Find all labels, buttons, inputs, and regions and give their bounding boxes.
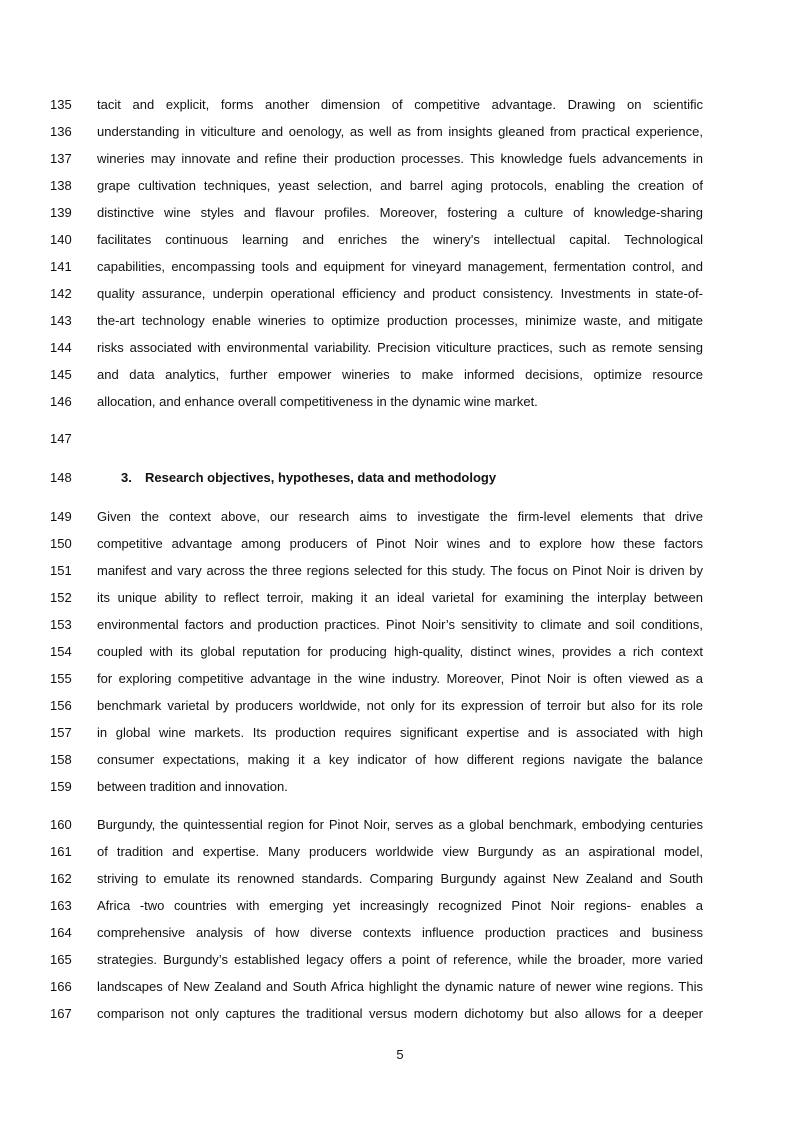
line-number: 157 (50, 725, 72, 740)
line-text: grape cultivation techniques, yeast selection, and barrel aging protocols, enabling the creation of (97, 178, 703, 193)
text-line (0, 199, 800, 226)
line-number: 165 (50, 952, 72, 967)
line-text: comprehensive analysis of how diverse contexts influence production practices and business (97, 925, 703, 940)
line-text: wineries may innovate and refine their production processes. This knowledge fuels advancements in (97, 151, 703, 166)
line-text: environmental factors and production practices. Pinot Noir’s sensitivity to climate and soil conditions, (97, 617, 703, 632)
line-text: facilitates continuous learning and enriches the winery's intellectual capital. Technological (97, 232, 703, 247)
line-text: between tradition and innovation. (97, 779, 288, 794)
line-text: capabilities, encompassing tools and equipment for vineyard management, fermentation control, and (97, 259, 703, 274)
line-text: Africa -two countries with emerging yet increasingly recognized Pinot Noir regions- enables a (97, 898, 703, 913)
line-number: 160 (50, 817, 72, 832)
text-line (0, 638, 800, 665)
line-number: 148 (50, 470, 72, 485)
text-line (0, 388, 800, 415)
text-line (0, 746, 800, 773)
line-number: 163 (50, 898, 72, 913)
line-number: 135 (50, 97, 72, 112)
line-number: 166 (50, 979, 72, 994)
text-line (0, 280, 800, 307)
text-line (0, 361, 800, 388)
section-title: Research objectives, hypotheses, data and methodology (145, 470, 497, 485)
text-line (0, 334, 800, 361)
line-text: striving to emulate its renowned standards. Comparing Burgundy against New Zealand and South (97, 871, 703, 886)
line-text: comparison not only captures the traditional versus modern dichotomy but also allows for a deeper (97, 1006, 703, 1021)
line-number: 143 (50, 313, 72, 328)
blank-line (0, 425, 800, 452)
line-number: 150 (50, 536, 72, 551)
text-line (0, 865, 800, 892)
text-line (0, 307, 800, 334)
line-number: 140 (50, 232, 72, 247)
line-number: 155 (50, 671, 72, 686)
line-text: landscapes of New Zealand and South Africa highlight the dynamic nature of newer wine regions. This (97, 979, 703, 994)
line-number: 136 (50, 124, 72, 139)
line-text: the-art technology enable wineries to optimize production processes, minimize waste, and mitigate (97, 313, 703, 328)
text-line (0, 91, 800, 118)
section-heading-line (0, 464, 800, 491)
text-line (0, 892, 800, 919)
line-text: risks associated with environmental variability. Precision viticulture practices, such as remote sensing (97, 340, 703, 355)
section-number: 3. (121, 470, 132, 485)
line-number: 147 (50, 431, 72, 446)
line-text: in global wine markets. Its production requires significant expertise and is associated with high (97, 725, 703, 740)
line-number: 153 (50, 617, 72, 632)
line-number: 137 (50, 151, 72, 166)
text-line (0, 145, 800, 172)
text-line (0, 611, 800, 638)
text-line (0, 773, 800, 800)
text-line (0, 838, 800, 865)
line-text: understanding in viticulture and oenology, as well as from insights gleaned from practical experience, (97, 124, 703, 139)
line-number: 156 (50, 698, 72, 713)
text-line (0, 719, 800, 746)
line-text: coupled with its global reputation for producing high-quality, distinct wines, provides a rich context (97, 644, 703, 659)
text-line (0, 226, 800, 253)
line-number: 139 (50, 205, 72, 220)
line-number: 159 (50, 779, 72, 794)
text-line (0, 1000, 800, 1027)
line-number: 145 (50, 367, 72, 382)
section-heading (121, 464, 496, 491)
line-text: its unique ability to reflect terroir, making it an ideal varietal for examining the interplay between (97, 590, 703, 605)
line-number: 158 (50, 752, 72, 767)
line-number: 162 (50, 871, 72, 886)
line-text: consumer expectations, making it a key indicator of how different regions navigate the balance (97, 752, 703, 767)
line-text: Given the context above, our research aims to investigate the firm-level elements that drive (97, 509, 703, 524)
line-text: competitive advantage among producers of Pinot Noir wines and to explore how these factors (97, 536, 703, 551)
line-text: and data analytics, further empower wineries to make informed decisions, optimize resource (97, 367, 703, 382)
text-line (0, 557, 800, 584)
line-number: 152 (50, 590, 72, 605)
text-line (0, 692, 800, 719)
line-number: 144 (50, 340, 72, 355)
text-line (0, 172, 800, 199)
line-text: tacit and explicit, forms another dimension of competitive advantage. Drawing on scientific (97, 97, 703, 112)
line-text: manifest and vary across the three regions selected for this study. The focus on Pinot Noir is driven by (97, 563, 703, 578)
line-number: 154 (50, 644, 72, 659)
page-number: 5 (396, 1047, 404, 1062)
line-number: 149 (50, 509, 72, 524)
line-number: 141 (50, 259, 72, 274)
text-line (0, 946, 800, 973)
text-line (0, 973, 800, 1000)
text-line (0, 665, 800, 692)
line-text: quality assurance, underpin operational efficiency and product consistency. Investments in state-of- (97, 286, 703, 301)
line-text: strategies. Burgundy’s established legacy offers a point of reference, while the broader, more varied (97, 952, 703, 967)
text-line (0, 253, 800, 280)
line-text: allocation, and enhance overall competitiveness in the dynamic wine market. (97, 394, 538, 409)
line-number: 146 (50, 394, 72, 409)
line-number: 161 (50, 844, 72, 859)
text-line (0, 530, 800, 557)
text-line (0, 584, 800, 611)
line-number: 151 (50, 563, 72, 578)
text-line (0, 503, 800, 530)
line-number: 164 (50, 925, 72, 940)
line-number: 167 (50, 1006, 72, 1021)
text-line (0, 919, 800, 946)
line-text: for exploring competitive advantage in the wine industry. Moreover, Pinot Noir is often viewed as a (97, 671, 703, 686)
line-text: benchmark varietal by producers worldwide, not only for its expression of terroir but also for its role (97, 698, 703, 713)
line-text: distinctive wine styles and flavour profiles. Moreover, fostering a culture of knowledge-sharing (97, 205, 703, 220)
line-text: of tradition and expertise. Many producers worldwide view Burgundy as an aspirational model, (97, 844, 703, 859)
line-text: Burgundy, the quintessential region for Pinot Noir, serves as a global benchmark, embodying centuries (97, 817, 703, 832)
line-number: 142 (50, 286, 72, 301)
line-number: 138 (50, 178, 72, 193)
text-line (0, 118, 800, 145)
text-line (0, 811, 800, 838)
